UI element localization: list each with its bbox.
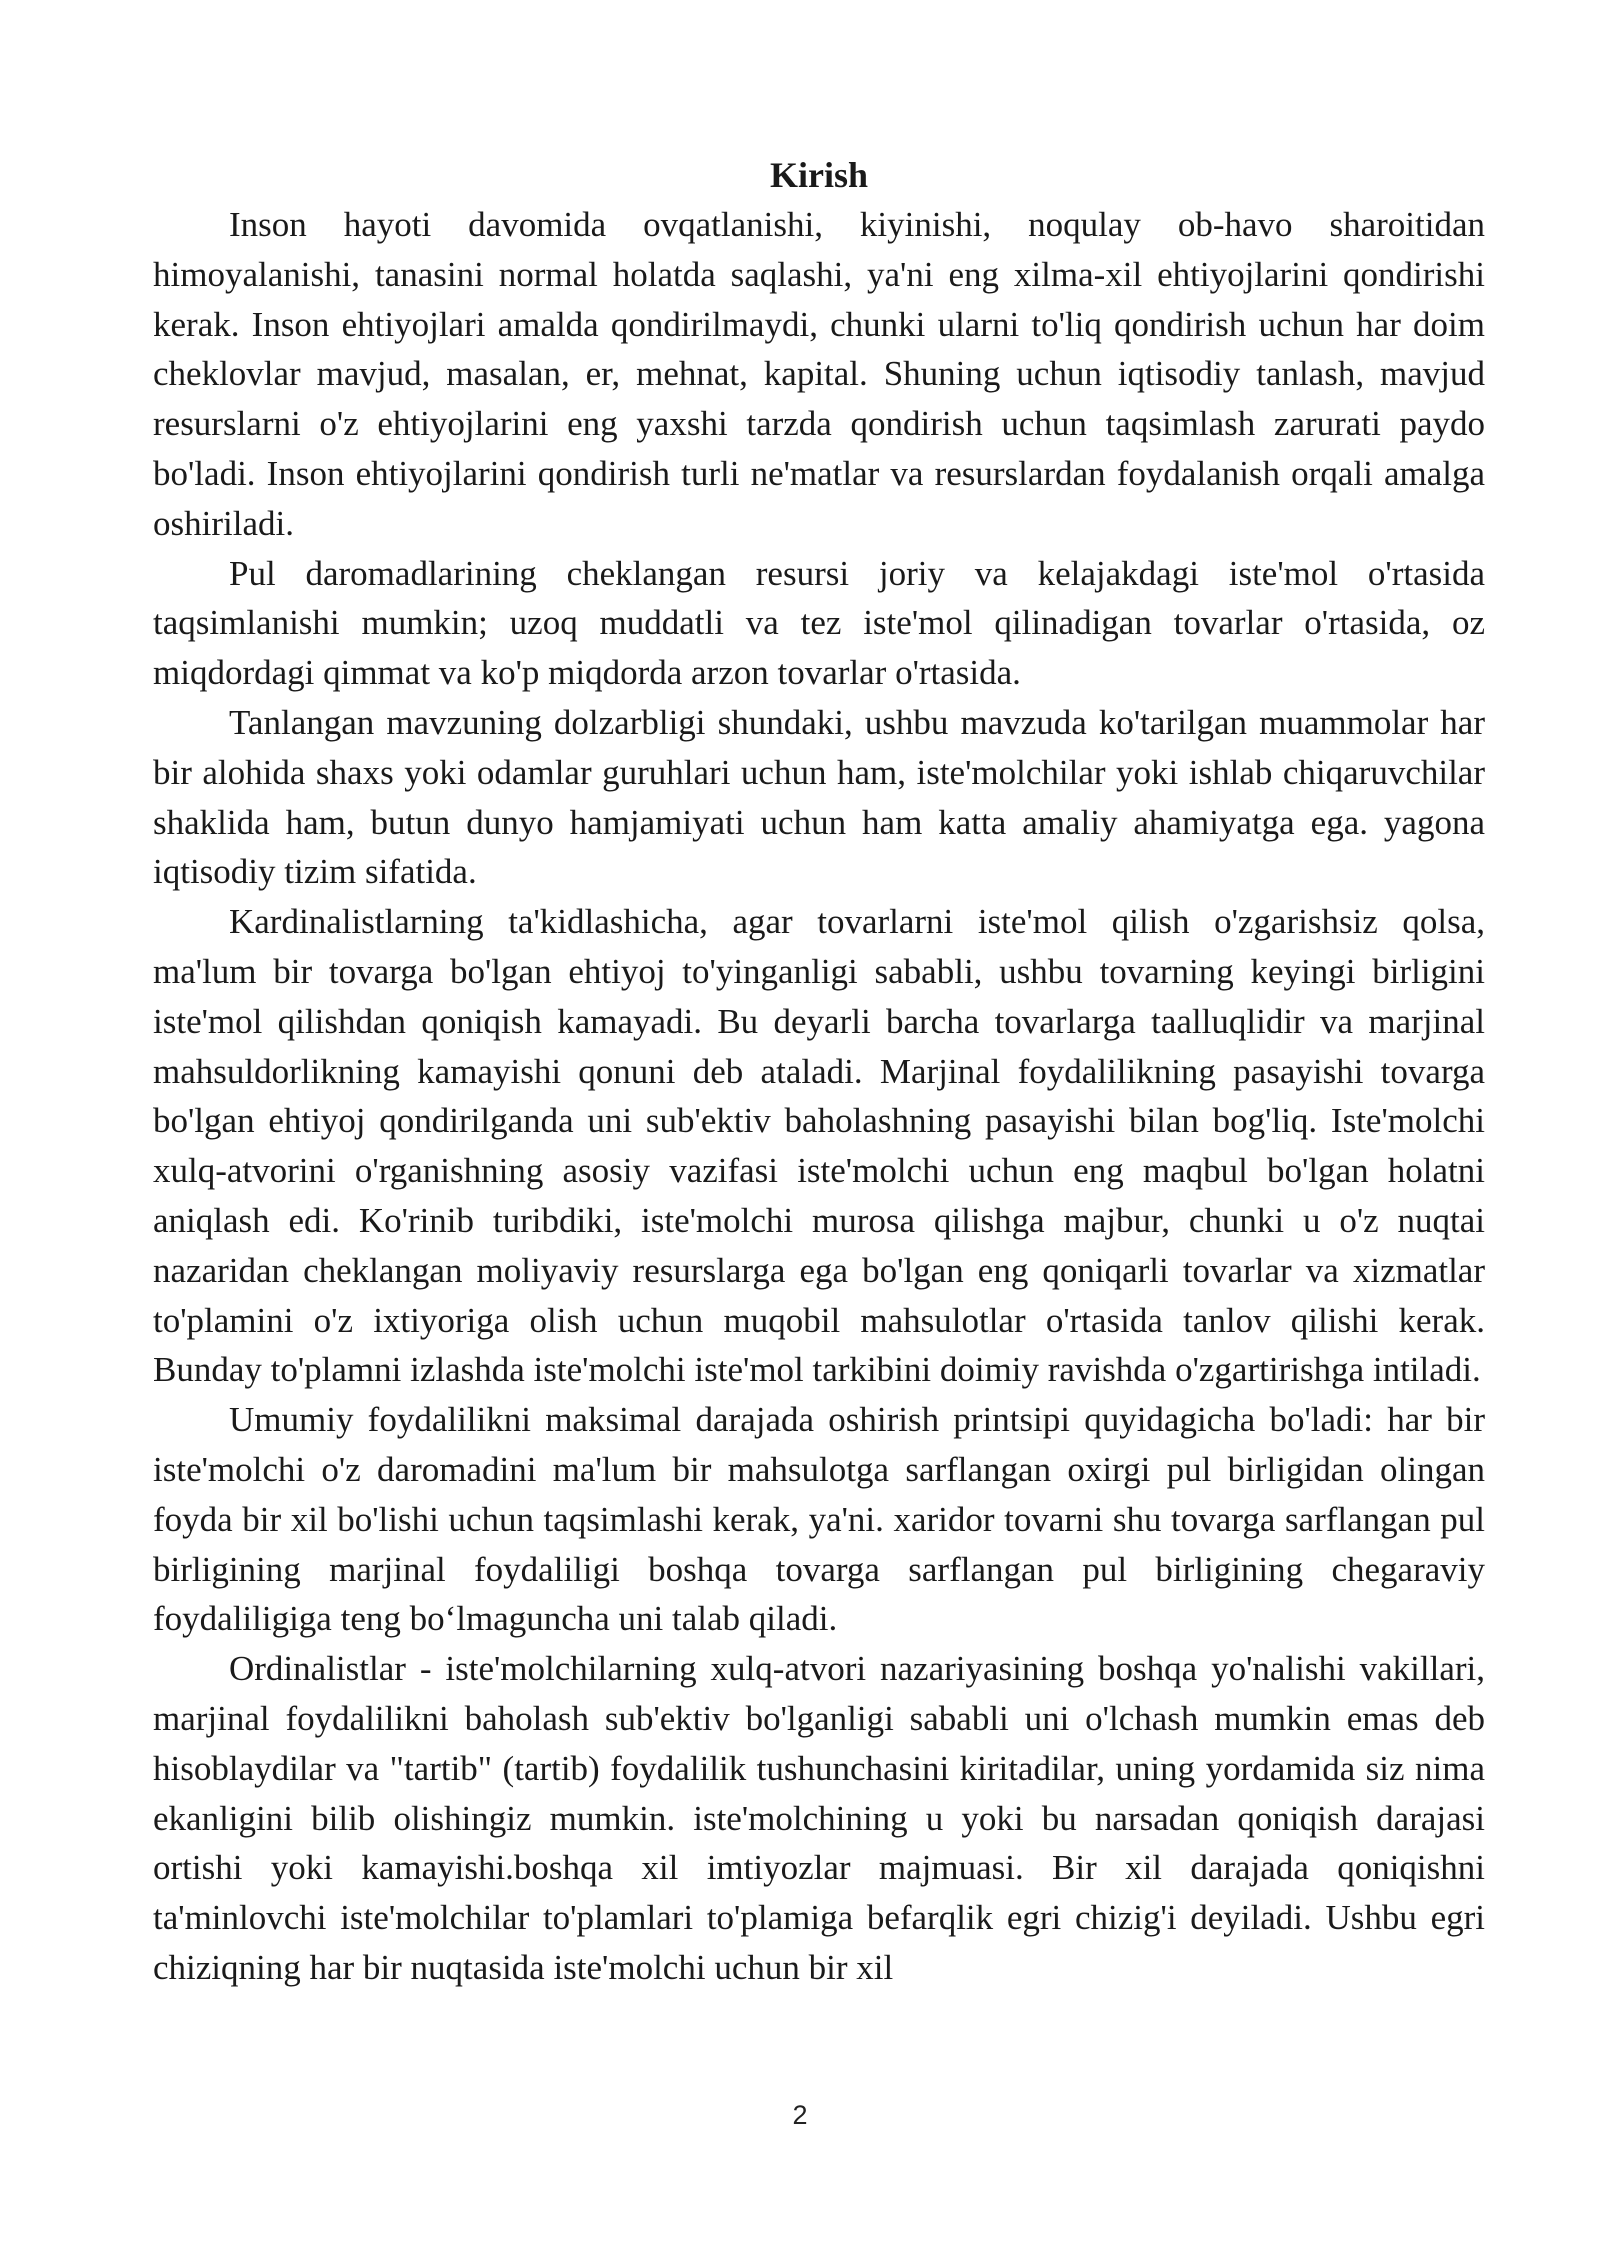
paragraph-5: Umumiy foydalilikni maksimal darajada oshirish printsipi quyidagicha bo'ladi: har bir iste'molchi o'z daromadini ma'lum bir mahsulotga sarflangan oxirgi pul birligidan olingan foyda bir xil bo'lishi uchun taqsimlashi kerak, ya'ni. xaridor tovarni shu tovarga sarflangan pul birligining marjinal foydaliligi boshqa tovarga sarflangan pul birligining chegaraviy foydaliligiga teng boʻlmaguncha uni talab qiladi. [153, 1400, 1485, 1639]
page-number: 2 [792, 2100, 808, 2130]
paragraph-4: Kardinalistlarning ta'kidlashicha, agar tovarlarni iste'mol qilish o'zgarishsiz qolsa, ma'lum bir tovarga bo'lgan ehtiyoj to'yinganligi sababli, ushbu tovarning keyingi birligini iste'mol qilishdan qoniqish kamayadi. Bu deyarli barcha tovarlarga taalluqlidir va marjinal mahsuldorlikning kamayishi qonuni deb ataladi. Marjinal foydalilikning pasayishi tovarga bo'lgan ehtiyoj qondirilganda uni sub'ektiv baholashning pasayishi bilan bog'liq. Iste'molchi xulq-atvorini o'rganishning asosiy vazifasi iste'molchi uchun eng maqbul bo'lgan holatni aniqlash edi. Ko'rinib turibdiki, iste'molchi murosa qilishga majbur, chunki u o'z nuqtai nazaridan cheklangan moliyaviy resurslarga ega bo'lgan eng qoniqarli tovarlar va xizmatlar to'plamini o'z ixtiyoriga olish uchun muqobil mahsulotlar o'rtasida tanlov qilishi kerak. Bunday to'plamni izlashda iste'molchi iste'mol tarkibini doimiy ravishda o'zgartirishga intiladi. [153, 902, 1485, 1390]
paragraph-1: Inson hayoti davomida ovqatlanishi, kiyinishi, noqulay ob-havo sharoitidan himoyalanishi, tanasini normal holatda saqlashi, ya'ni eng xilma-xil ehtiyojlarini qondirishi kerak. Inson ehtiyojlari amalda qondirilmaydi, chunki ularni to'liq qondirish uchun har doim cheklovlar mavjud, masalan, er, mehnat, kapital. Shuning uchun iqtisodiy tanlash, mavjud resurslarni o'z ehtiyojlarini eng yaxshi tarzda qondirish uchun taqsimlash zarurati paydo bo'ladi. Inson ehtiyojlarini qondirish turli ne'matlar va resurslardan foydalanish orqali amalga oshiriladi. [153, 205, 1485, 543]
paragraph-6: Ordinalistlar - iste'molchilarning xulq-atvori nazariyasining boshqa yo'nalishi vakillari, marjinal foydalilikni baholash sub'ektiv bo'lganligi sababli uni o'lchash mumkin emas deb hisoblaydilar va "tartib" (tartib) foydalilik tushunchasini kiritadilar, uning yordamida siz nima ekanligini bilib olishingiz mumkin. iste'molchining u yoki bu narsadan qoniqish darajasi ortishi yoki kamayishi.boshqa xil imtiyozlar majmuasi. Bir xil darajada qoniqishni ta'minlovchi iste'molchilar to'plamlari to'plamiga befarqlik egri chizig'i deyiladi. Ushbu egri chiziqning har bir nuqtasida iste'molchi uchun bir xil [153, 1649, 1485, 1987]
paragraph-3: Tanlangan mavzuning dolzarbligi shundaki, ushbu mavzuda ko'tarilgan muammolar har bir alohida shaxs yoki odamlar guruhlari uchun ham, iste'molchilar yoki ishlab chiqaruvchilar shaklida ham, butun dunyo hamjamiyati uchun ham katta amaliy ahamiyatga ega. yagona iqtisodiy tizim sifatida. [153, 702, 1485, 892]
section-title: Kirish [769, 155, 868, 195]
document-page [153, 150, 1485, 1993]
paragraph-2: Pul daromadlarining cheklangan resursi joriy va kelajakdagi iste'mol o'rtasida taqsimlanishi mumkin; uzoq muddatli va tez iste'mol qilinadigan tovarlar o'rtasida, oz miqdordagi qimmat va ko'p miqdorda arzon tovarlar o'rtasida. [153, 553, 1485, 693]
